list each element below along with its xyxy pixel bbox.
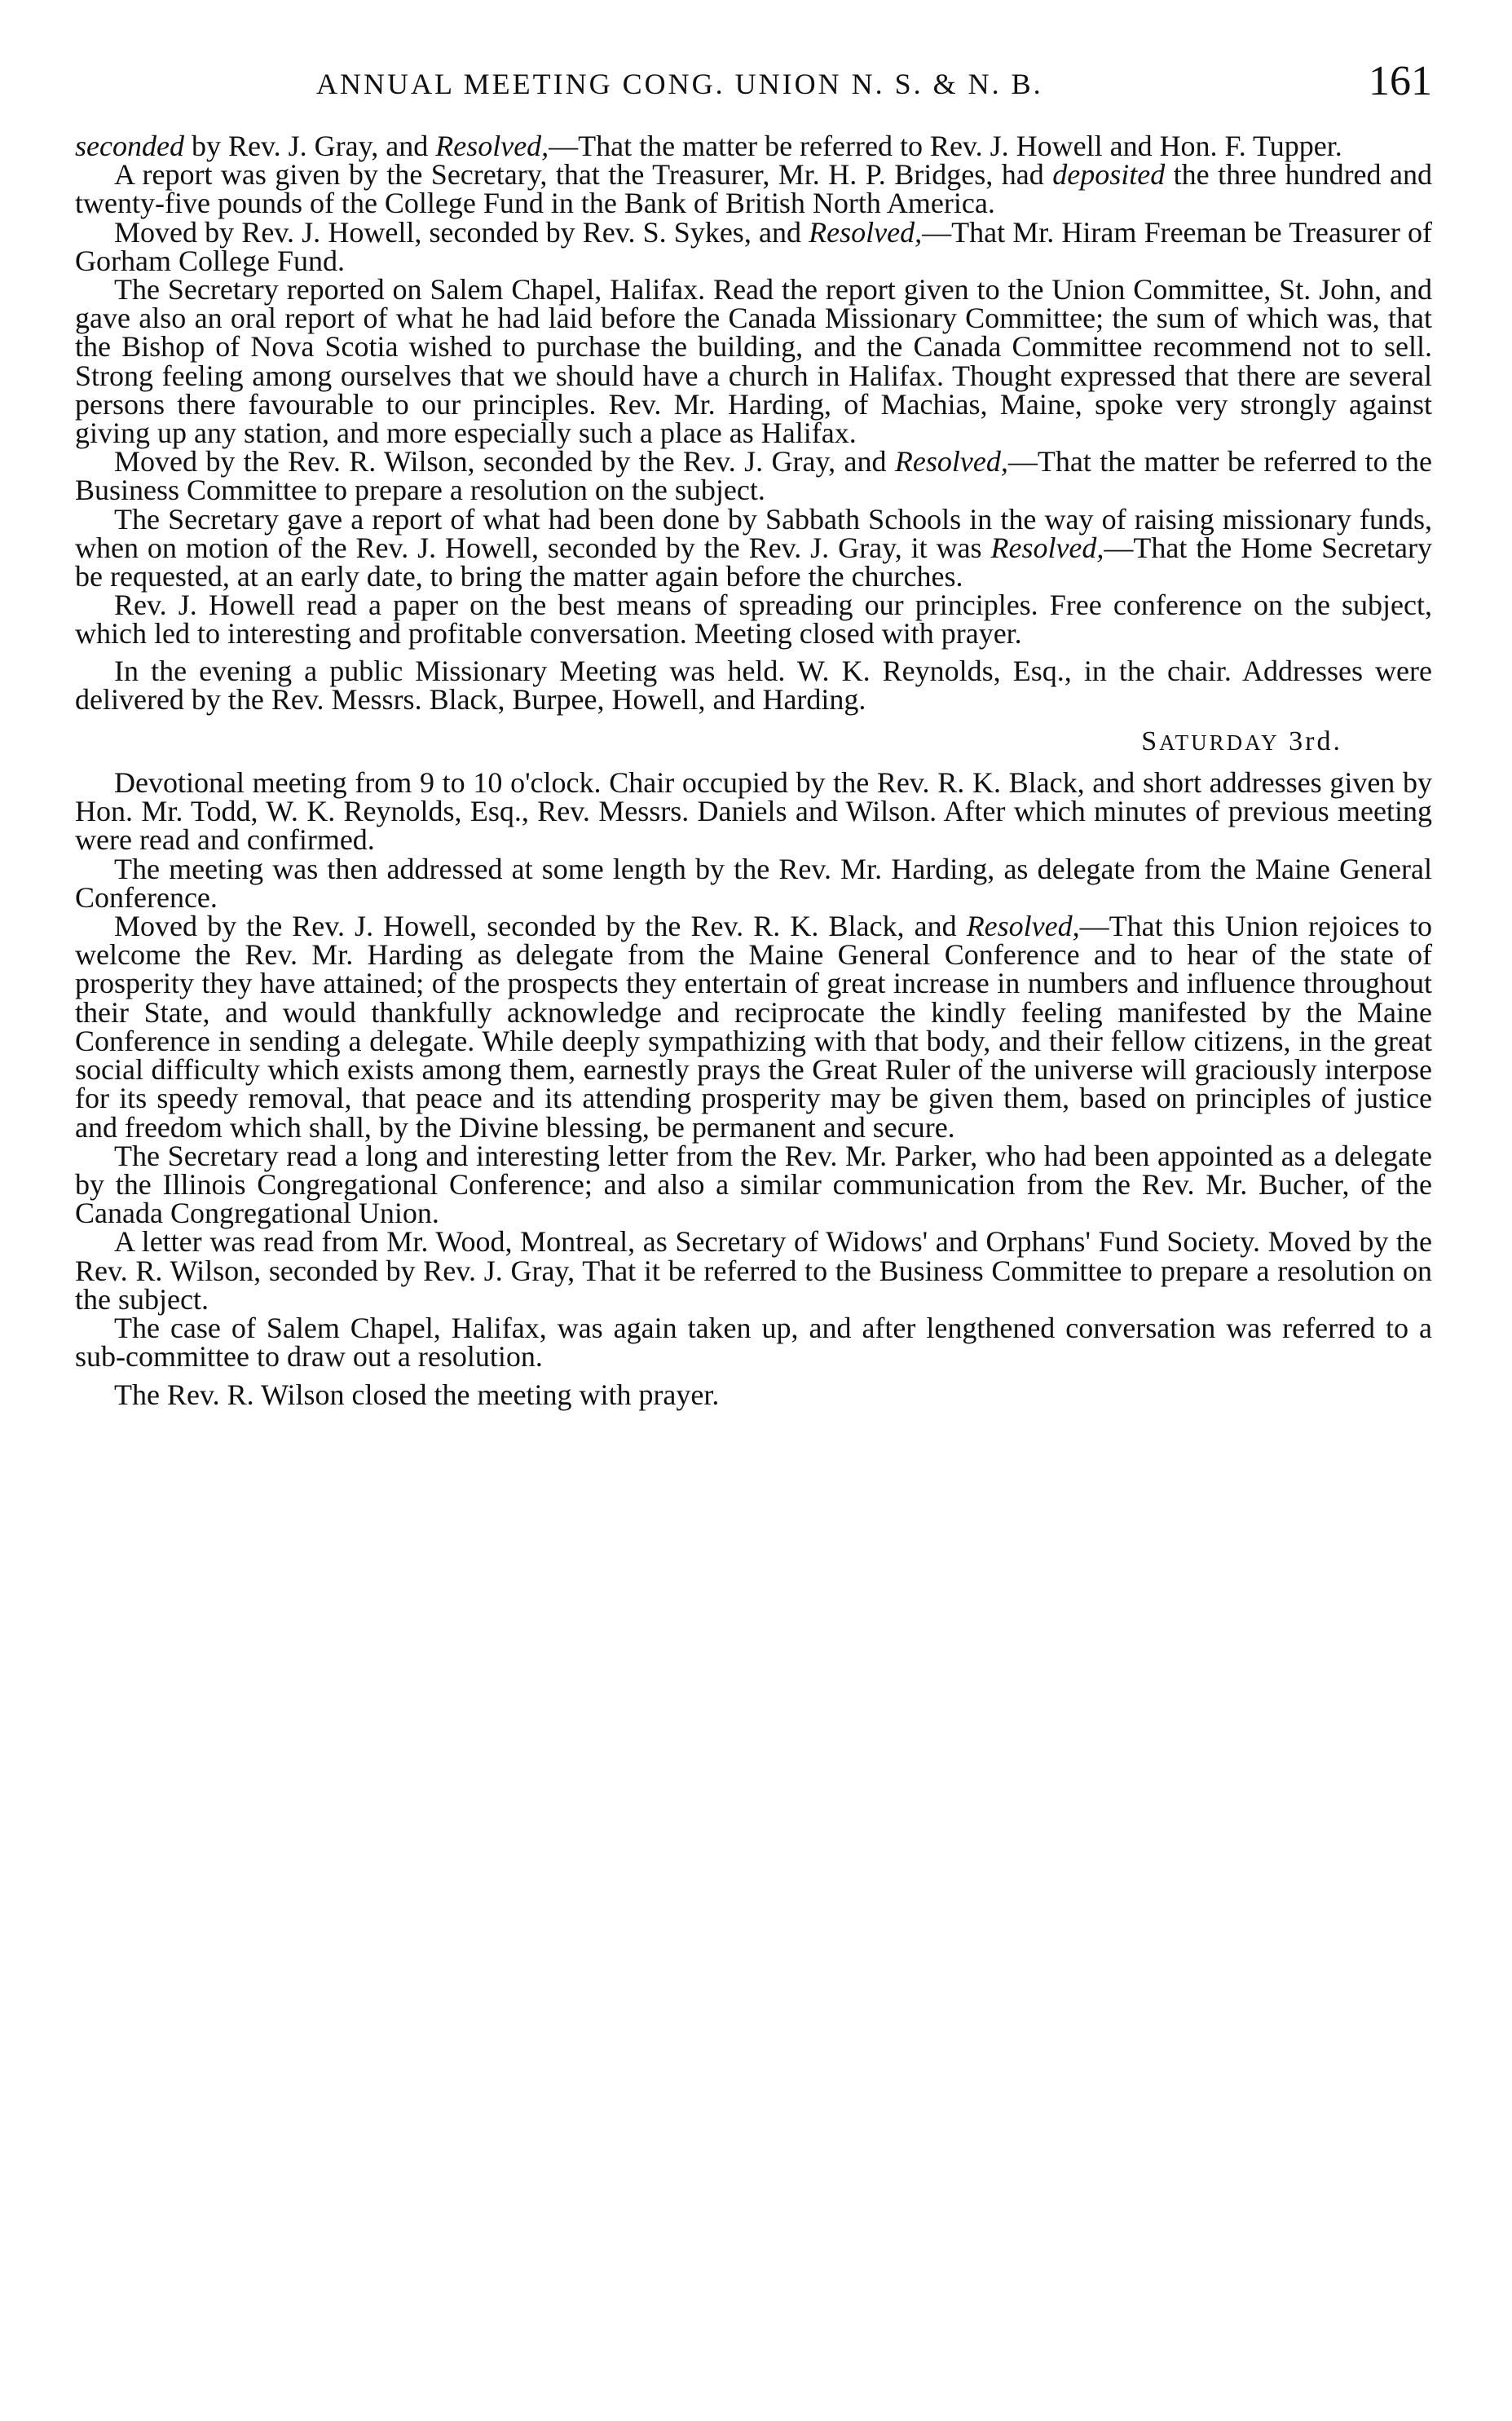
text-run: Moved by the Rev. J. Howell, seconded by the Rev. R. K. Black, and (114, 910, 967, 943)
paragraph (75, 445, 1432, 507)
text-run: —That Mr. Hiram Freeman be Treasurer of Gorham College Fund. (75, 215, 1432, 277)
page-number: 161 (1369, 58, 1432, 104)
running-title: ANNUAL MEETING CONG. UNION N. S. & N. B. (316, 68, 1043, 100)
italic-text: Resolved, (966, 910, 1080, 943)
paragraph (75, 1311, 1432, 1374)
paragraph (75, 1378, 1432, 1412)
text-run: —That the matter be referred to Rev. J. Howell and Hon. F. Tupper. (549, 130, 1342, 162)
text-run: A report was given by the Secretary, that the Treasurer, Mr. H. P. Bridges, had (114, 158, 1053, 192)
body-text (75, 132, 1432, 1410)
page-header (75, 57, 1432, 114)
text-run: A letter was read from Mr. Wood, Montreal, as Secretary of Widows' and Orphans' Fund Society. Moved by the Rev. R. Wilson, seconded by Rev. J. Gray, That it be referred to the Business Committee to prepare a resolution on the subject. (75, 1225, 1432, 1316)
text-run: The case of Salem Chapel, Halifax, was again taken up, and after lengthened conversation was referred to a sub-committee to draw out a resolution. (75, 1311, 1432, 1374)
text-run: by Rev. J. Gray, and (183, 130, 436, 162)
text-run: Devotional meeting from 9 to 10 o'clock. Chair occupied by the Rev. R. K. Black, and short addresses given by Hon. Mr. Todd, W. K. Reynolds, Esq., Rev. Messrs. Daniels and Wilson. After which minutes of previous meeting were read and confirmed. (75, 766, 1432, 857)
text-run: —That the Home Secretary be requested, at an early date, to bring the matter again before the churches. (75, 531, 1433, 593)
paragraph (75, 502, 1433, 593)
text-run: —That this Union rejoices to welcome the Rev. Mr. Harding as delegate from the Maine General Conference and to hear of the state of prosperity they have attained; of the prospects they entertain of great increase in numbers and influence throughout their State, and would thankfully acknowledge and reciprocate the kindly feeling manifested by the Maine Conference in sending a delegate. While deeply sympathizing with that body, and their fellow citizens, in the great social difficulty which exists among them, earnestly prays the Great Ruler of the universe will graciously interpose for its speedy removal, that peace and its attending prosperity may be given them, based on principles of justice and freedom which shall, by the Divine blessing, be permanent and secure. (75, 910, 1432, 1144)
date-rest: ATURDAY (1159, 730, 1280, 756)
paragraph (75, 273, 1432, 450)
text-run: The Secretary read a long and interesting letter from the Rev. Mr. Parker, who had been appointed as a delegate by the Illinois Congregational Conference; and also a similar communication from the Rev. Mr. Bucher, of the Canada Congregational Union. (75, 1139, 1432, 1230)
text-run: The meeting was then addressed at some length by the Rev. Mr. Harding, as delegate from the Maine General Conference. (75, 852, 1432, 914)
italic-text: Resolved, (990, 531, 1104, 564)
paragraph (75, 1225, 1432, 1316)
italic-text: seconded (75, 130, 184, 162)
italic-text: Resolved, (809, 215, 923, 249)
section-date-heading (75, 727, 1342, 757)
paragraph (75, 912, 1432, 1142)
text-run: the three hundred and twenty-five pounds of the College Fund in the Bank of British North America. (75, 158, 1432, 220)
italic-text: deposited (1052, 158, 1166, 192)
paragraph (75, 591, 1432, 648)
paragraph (75, 766, 1432, 857)
paragraph (75, 852, 1432, 914)
italic-text: Resolved, (894, 445, 1008, 478)
text-run: —That the matter be referred to the Business Committee to prepare a resolution on the subject. (75, 445, 1432, 507)
text-run: The Rev. R. Wilson closed the meeting with prayer. (114, 1378, 720, 1412)
text-run: The Secretary gave a report of what had been done by Sabbath Schools in the way of raising missionary funds, when on motion of the Rev. J. Howell, seconded by the Rev. J. Gray, it was (75, 502, 1432, 564)
paragraph (75, 1139, 1432, 1230)
date-initial: S (1141, 726, 1160, 757)
text-run: Moved by the Rev. R. Wilson, seconded by the Rev. J. Gray, and (114, 445, 895, 478)
italic-text: Resolved, (435, 130, 549, 162)
text-run: Moved by Rev. J. Howell, seconded by Rev. S. Sykes, and (114, 215, 809, 249)
paragraph (75, 654, 1432, 716)
paragraph (75, 132, 1432, 161)
text-run: Rev. J. Howell read a paper on the best means of spreading our principles. Free conference on the subject, which led to interesting and profitable conversation. Meeting closed with prayer. (75, 589, 1432, 650)
paragraph (75, 215, 1432, 277)
date-day: 3rd. (1279, 726, 1342, 757)
text-run: In the evening a public Missionary Meeting was held. W. K. Reynolds, Esq., in the chair. Addresses were delivered by the Rev. Messrs. Black, Burpee, Howell, and Harding. (75, 654, 1432, 716)
text-run: The Secretary reported on Salem Chapel, Halifax. Read the report given to the Union Committee, St. John, and gave also an oral report of what he had laid before the Canada Missionary Committee; the sum of which was, that the Bishop of Nova Scotia wished to purchase the building, and the Canada Committee recommend not to sell. Strong feeling among ourselves that we should have a church in Halifax. Thought expressed that there are several persons there favourable to our principles. Rev. Mr. Harding, of Machias, Maine, spoke very strongly against giving up any station, and more especially such a place as Halifax. (75, 273, 1432, 450)
document-page (75, 57, 1432, 1410)
paragraph (75, 158, 1432, 220)
